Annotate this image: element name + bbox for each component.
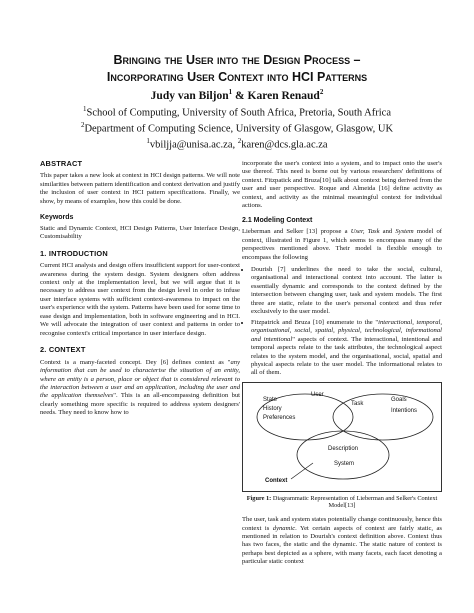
section-2-heading: 2. CONTEXT <box>40 345 86 355</box>
abstract-heading: ABSTRACT <box>40 159 83 168</box>
figure-label-goals: Goals <box>391 396 407 403</box>
figure-label-user: User <box>311 391 324 398</box>
figure-label-intentions: Intentions <box>391 407 418 414</box>
affiliation-1 <box>40 105 434 119</box>
author-line <box>40 88 434 102</box>
context-arrow <box>291 463 313 479</box>
caption-label: Figure 1: <box>246 494 272 502</box>
author-1: Judy van Biljon <box>150 89 229 102</box>
modeling-term-system: System <box>395 228 414 236</box>
dynamic-text-b: . Yet certain aspects of context are fairly static, as mentioned in relation to Dourish's context definition above. Context thus has two faces, the static and the dynamic. The static nature of context is perhaps best depicted as a sphere, with many facets, each facet denoting a particular static context <box>242 524 442 566</box>
dey-definition-quote: any information that can be used to characterise the situation of an entity, where an entity is a person, place or object that is considered relevant to the interaction between a user and an application, including the user and the application themselves <box>40 358 240 400</box>
modeling-context-text <box>242 228 442 262</box>
modeling-text-b: and <box>379 228 396 236</box>
author-separator: & <box>232 89 248 102</box>
affiliation-2-sup: 2 <box>80 121 85 129</box>
bullet-2-text-b: " aspects of context. The interactional, intentional and temporal aspects relate to the task attributes, the technological aspect relates to the system model, and the organisational, social, spatial and physical aspects relate to the user model. The informational relates to all of them. <box>251 335 442 377</box>
author-2: Karen Renaud <box>247 89 320 102</box>
affiliation-1-sup: 1 <box>83 105 87 113</box>
dynamic-text-a: The user, task and system states potentially change continuously, hence this context is <box>242 516 442 532</box>
dynamic-context-paragraph <box>242 516 442 567</box>
task-ellipse <box>333 394 433 440</box>
title-line-1: Bringing the User into the Design Process – <box>113 53 361 67</box>
system-ellipse <box>297 431 389 479</box>
figure-label-system: System <box>334 460 355 467</box>
author-1-sup: 1 <box>228 88 233 96</box>
figure-label-state: State <box>263 396 278 403</box>
right-column <box>242 160 442 571</box>
section-2-text-a: Context is a many-faceted concept. Dey [6] defines context as " <box>40 358 231 366</box>
context-paragraph: incorporate the user's context into a system, and to impact onto the user's use thereof. This need is borne out by various researchers' definitions of context. Fitzpatick and Bruza[10] talk about context being derived from the user and user perspective. Roque and Almeida [16] define activity as context, and activity as the minimal meaningful context for individual actions. <box>242 160 442 210</box>
figure-label-history: History <box>263 405 282 412</box>
modeling-text-c: model of context, illustrated in Figure 1, which seems to encompass many of the perspectives mentioned above. Their model is flexible enough to encompass the following <box>242 228 442 261</box>
email-2-sup: 2 <box>237 137 242 145</box>
author-emails <box>40 137 434 151</box>
figure-label-context: Context <box>265 477 288 484</box>
section-1-heading: 1. INTRODUCTION <box>40 248 108 258</box>
figure-label-preferences: Preferences <box>263 414 296 421</box>
figure-label-task: Task <box>351 400 364 407</box>
author-2-sup: 2 <box>319 88 324 96</box>
dynamic-term: dynamic <box>272 524 296 532</box>
section-2-text <box>40 359 240 418</box>
subsection-2-1-heading: 2.1 Modeling Context <box>242 216 313 224</box>
figure-1-caption <box>242 495 442 510</box>
modeling-term-user-task: User, Task <box>350 228 380 236</box>
bullet-2-text-a: Fitzpatrick and Bruza [10] enumerate to the " <box>251 318 379 326</box>
section-1-text: Current HCI analysis and design offers insufficient support for user-context awareness during the system design. System designers often address context only at the implementation level, but we will argue that it is necessary to address user context from the design level in order to infuse user interface systems with sufficient context-awareness to impact on the user's experience with the system. Patterns have been used for some time to ease design and implementation, both in software engineering and in HCI. We will advocate the integration of user context and patterns in order to recognise context's critical importance in user interface design. <box>40 262 240 337</box>
abstract-text: This paper takes a new look at context in HCI design patterns. We will note similarities between pattern identification and context derivation and justify the inclusion of user context in HCI pattern specifications. Finally, we show, by means of examples, how this could be done. <box>40 172 240 205</box>
bullet-fitzpatrick <box>251 319 442 378</box>
title-line-2: Incorporating User Context into HCI Patterns <box>106 70 368 84</box>
section-2-text-b: ". This is an all-encompassing definition but clearly something more specific is required to address system designers' needs. They need to know how to <box>40 392 240 417</box>
figure-1-diagram <box>242 382 442 492</box>
email-2[interactable]: karen@dcs.gla.ac.za <box>241 139 328 151</box>
left-column <box>40 160 240 422</box>
keywords-text: Static and Dynamic Context, HCI Design Patterns, User Interface Design, Customisability <box>40 224 240 241</box>
email-1-sup: 1 <box>146 137 150 145</box>
context-bullet-list <box>242 266 442 378</box>
figure-label-description: Description <box>328 445 359 452</box>
affiliation-1-text: School of Computing, University of South Africa, Pretoria, South Africa <box>86 107 391 119</box>
keywords-heading: Keywords <box>40 214 74 222</box>
bullet-2-aspects: interactional, temporal, organisational, social, spatial, physical, technological, informational and intentional <box>251 318 443 343</box>
affiliation-2 <box>40 121 434 135</box>
email-1[interactable]: vbiljja@unisa.ac.za, <box>149 139 238 151</box>
affiliation-2-text: Department of Computing Science, University of Glasgow, Glasgow, UK <box>84 123 394 135</box>
modeling-text-a: Lieberman and Selker [13] propose a <box>242 228 351 236</box>
caption-text: Diagrammatic Representation of Lieberman and Selker's Context Model[13] <box>271 494 438 510</box>
bullet-dourish: • Dourish [7] underlines the need to take the social, cultural, organisational and interactional context into account. The latter is essentially dynamic and corresponds to the context defined by the intersection between changing user, task and system models. The first three are static, relate to the user's personal context and thus refer exclusively to the user model. <box>251 266 442 317</box>
paper-title <box>40 52 434 86</box>
